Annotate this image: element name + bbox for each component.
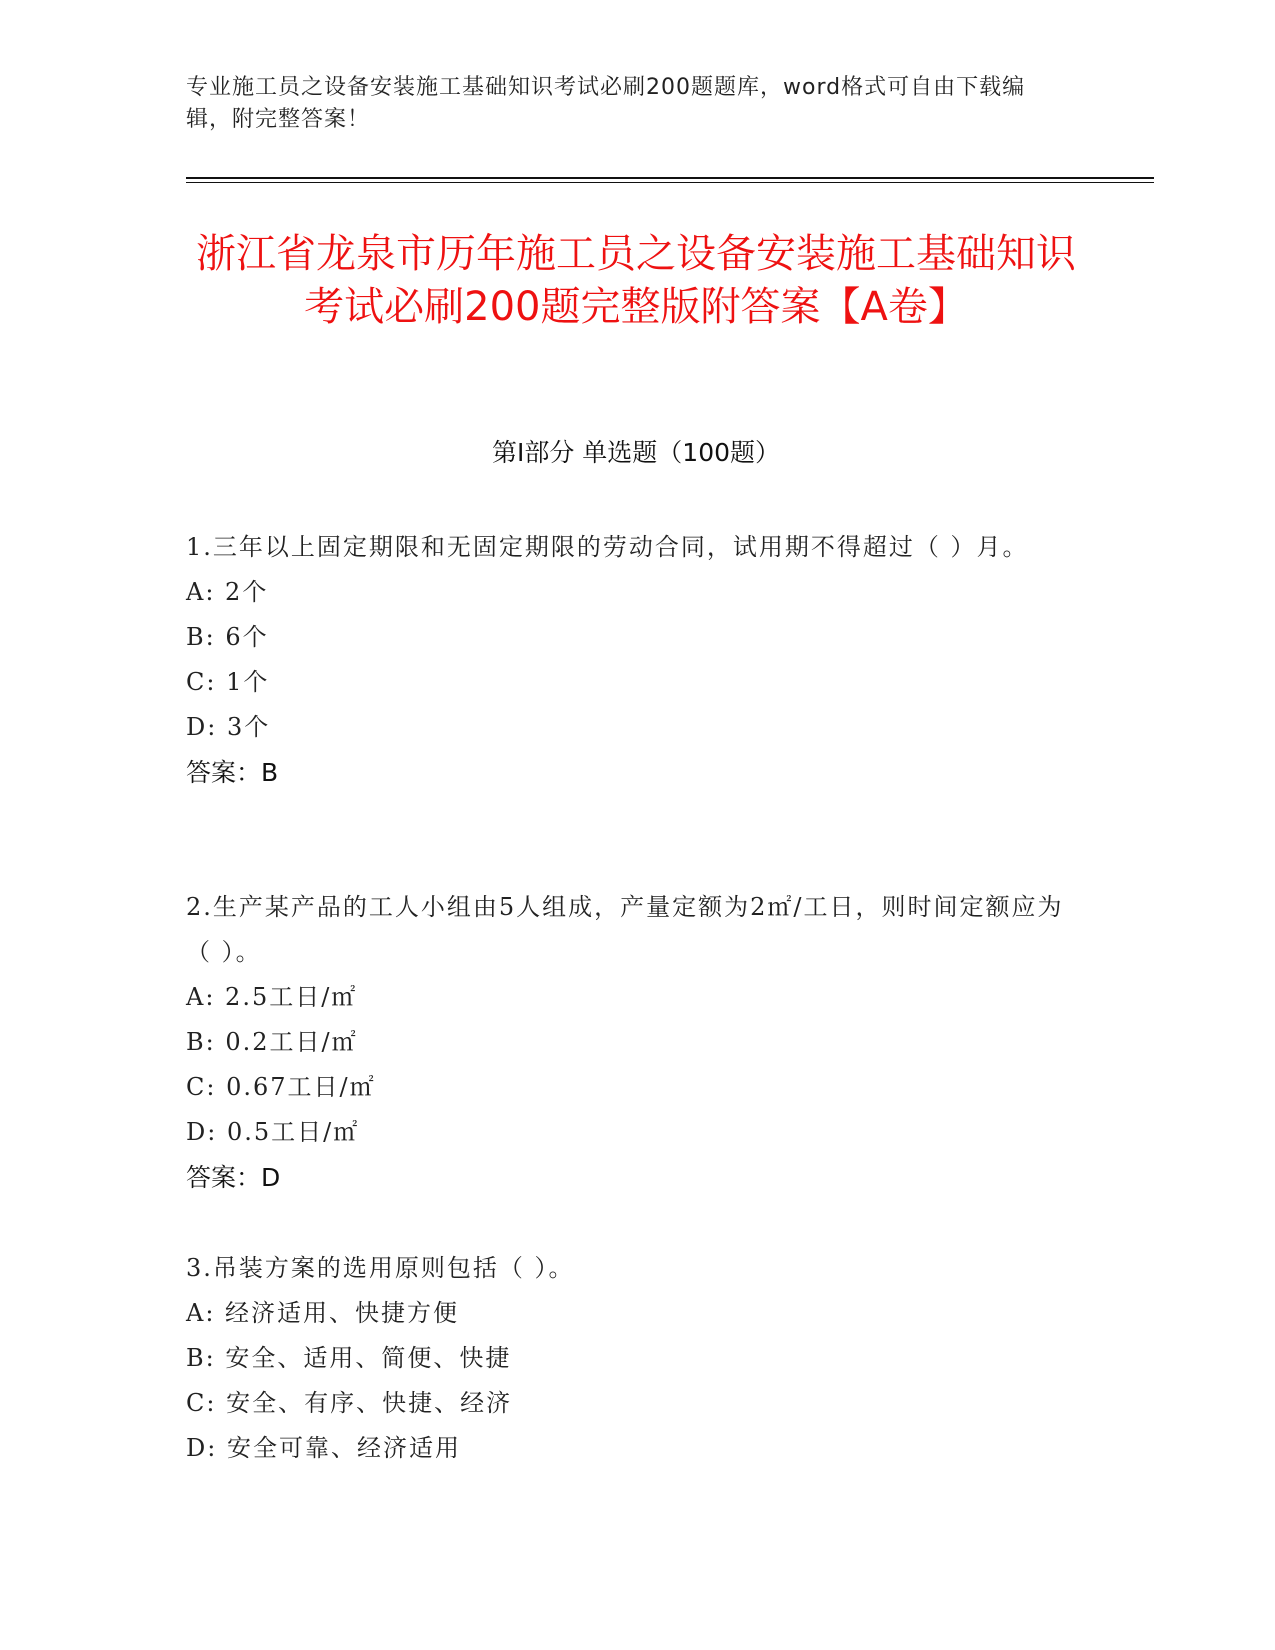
option-a: A: 2个: [186, 578, 269, 606]
document-title: 浙江省龙泉市历年施工员之设备安装施工基础知识考试必刷200题完整版附答案【A卷】: [196, 231, 1076, 330]
answer: 答案：B: [186, 758, 279, 787]
header-divider-thin: [186, 182, 1154, 183]
question-3: [186, 1246, 1066, 1471]
question-2: [186, 885, 1066, 1200]
question-stem: 1.三年以上固定期限和无固定期限的劳动合同，试用期不得超过（ ）月。: [186, 533, 1029, 561]
option-a: A: 经济适用、快捷方便: [186, 1299, 460, 1327]
option-b: B: 安全、适用、简便、快捷: [186, 1344, 512, 1372]
question-1: [186, 525, 1066, 795]
option-a: A: 2.5工日/㎡: [186, 983, 358, 1011]
option-c: C: 0.67工日/㎡: [186, 1073, 376, 1101]
question-stem: 2.生产某产品的工人小组由5人组成，产量定额为2㎡/工日，则时间定额应为（ ）。: [186, 893, 1064, 966]
option-c: C: 1个: [186, 668, 270, 696]
option-c: C: 安全、有序、快捷、经济: [186, 1389, 513, 1417]
option-d: D: 安全可靠、经济适用: [186, 1434, 461, 1462]
header-divider-thick: [186, 177, 1154, 179]
answer: 答案：D: [186, 1163, 281, 1192]
header-note: 专业施工员之设备安装施工基础知识考试必刷200题题库，word格式可自由下载编辑，附完整答案！: [186, 75, 1026, 132]
question-stem: 3.吊装方案的选用原则包括（ ）。: [186, 1254, 575, 1282]
option-d: D: 0.5工日/㎡: [186, 1118, 360, 1146]
option-b: B: 0.2工日/㎡: [186, 1028, 358, 1056]
option-d: D: 3个: [186, 713, 271, 741]
section-title: 第Ⅰ部分 单选题（100题）: [491, 438, 781, 467]
option-b: B: 6个: [186, 623, 269, 651]
